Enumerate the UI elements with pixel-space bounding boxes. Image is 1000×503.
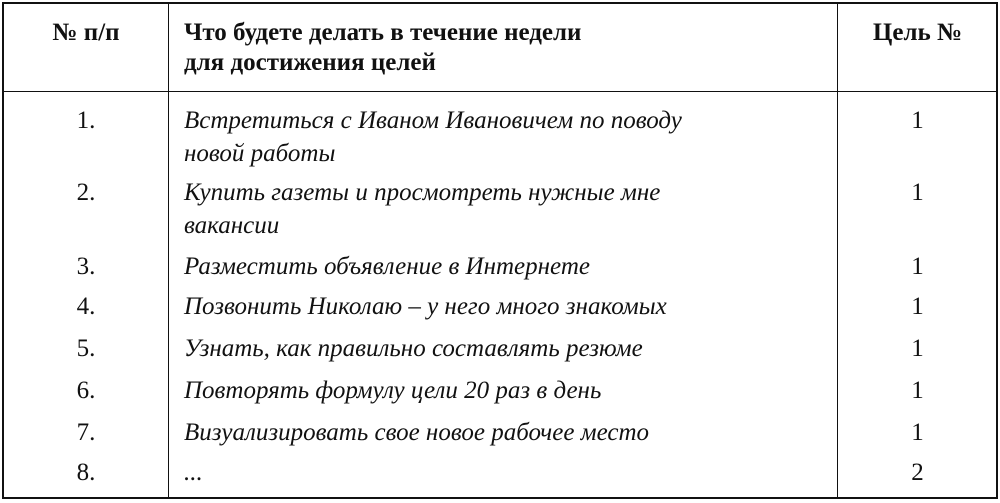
row-task-line-1: Позвонить Николаю – у него много знакомых (184, 293, 667, 320)
header-task (184, 18, 824, 78)
row-number: 6. (76, 377, 96, 404)
header-goal (837, 18, 998, 48)
row-task-line-1: Разместить объявление в Интернете (184, 253, 590, 280)
row-task (184, 456, 824, 489)
row-number: 3. (76, 253, 96, 280)
row-goal: 1 (911, 335, 924, 362)
row-goal: 1 (911, 293, 924, 320)
header-number (4, 18, 168, 48)
row-task (184, 104, 824, 170)
row-number: 7. (76, 419, 96, 446)
row-task-line-2: новой работы (184, 140, 336, 167)
header-separator (4, 91, 996, 92)
header-task-line-1: Что будете делать в течение недели (184, 19, 582, 46)
row-goal: 1 (911, 377, 924, 404)
row-goal: 1 (911, 179, 924, 206)
header-goal-label: Цель № (872, 19, 963, 46)
row-task-line-1: Повторять формулу цели 20 раз в день (184, 377, 602, 404)
row-number: 2. (76, 179, 96, 206)
header-task-line-2: для достижения целей (184, 49, 436, 76)
row-number: 5. (76, 335, 96, 362)
row-task-line-2: вакансии (184, 212, 280, 239)
column-divider-num-task (168, 4, 169, 497)
row-goal: 1 (911, 107, 924, 134)
row-number: 1. (76, 107, 96, 134)
row-goal: 1 (911, 253, 924, 280)
row-goal: 1 (911, 419, 924, 446)
header-number-label: № п/п (52, 19, 120, 46)
row-number: 8. (76, 459, 96, 486)
row-task-line-1: ... (184, 459, 203, 486)
row-task (184, 332, 824, 365)
row-task-line-1: Купить газеты и просмотреть нужные мне (184, 179, 661, 206)
goals-table (2, 2, 998, 499)
row-task (184, 374, 824, 407)
row-task-line-1: Узнать, как правильно составлять резюме (184, 335, 643, 362)
row-task (184, 290, 824, 323)
row-task (184, 250, 824, 283)
row-task (184, 416, 824, 449)
row-task-line-1: Визуализировать свое новое рабочее место (184, 419, 650, 446)
row-goal: 2 (911, 459, 924, 486)
row-task (184, 176, 824, 242)
row-number: 4. (76, 293, 96, 320)
row-task-line-1: Встретиться с Иваном Ивановичем по поводу (184, 107, 682, 134)
